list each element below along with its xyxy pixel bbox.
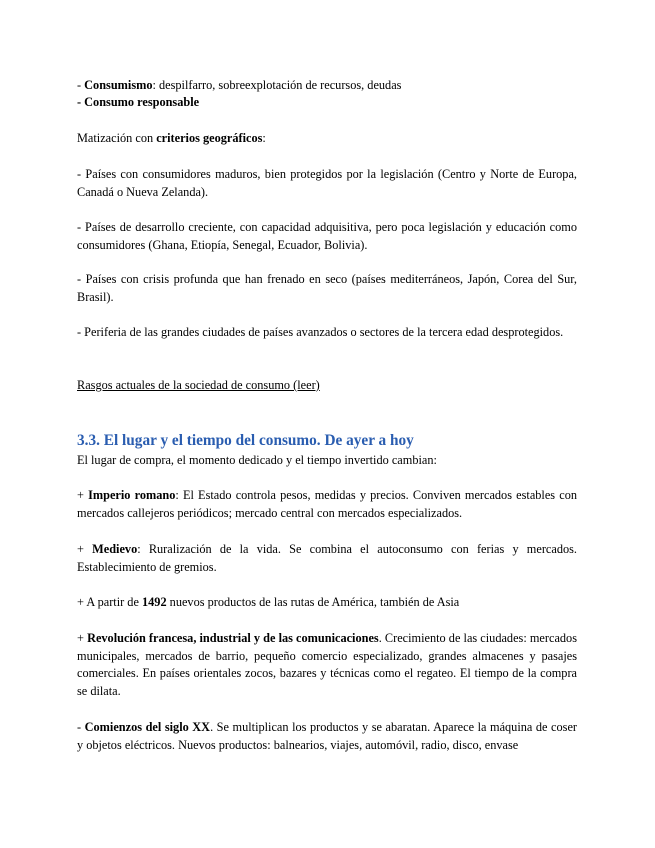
paises-item-1: - Países con consumidores maduros, bien protegidos por la legislación (Centro y Norte de Europa, Canadá o Nueva Zelanda). xyxy=(77,167,577,199)
epoch-prefix: + xyxy=(77,631,88,645)
consumismo-term: Consumismo xyxy=(84,78,153,92)
epoch-text: . Se multiplican los productos y se abaratan. Aparece la máquina de coser y objetos eléctricos. Nuevos productos: balnearios, viajes, automóvil, radio, disco, envase xyxy=(77,720,577,752)
epoch-title: 1492 xyxy=(142,595,167,609)
epoch-imperio-romano xyxy=(77,487,577,522)
section-intro: El lugar de compra, el momento dedicado y el tiempo invertido cambian: xyxy=(77,453,437,467)
epoch-prefix: + xyxy=(77,488,89,502)
matizacion-suffix: : xyxy=(262,131,266,145)
consumismo-text: : despilfarro, sobreexplotación de recursos, deudas xyxy=(152,78,402,92)
epoch-title: Revolución francesa, industrial y de las comunicaciones xyxy=(87,631,379,645)
epoch-title: Medievo xyxy=(92,542,138,556)
section-heading: 3.3. El lugar y el tiempo del consumo. De ayer a hoy xyxy=(77,432,414,449)
epoch-text: : El Estado controla pesos, medidas y precios. Conviven mercados estables con mercados callejeros periódicos; mercado central con mercados especializados. xyxy=(77,488,578,520)
matizacion-bold: criterios geográficos xyxy=(156,131,263,145)
epoch-revolucion xyxy=(77,630,577,700)
epoch-text: . Crecimiento de las ciudades: mercados municipales, mercados de barrio, pequeño comercio especializado, grandes almacenes y pasajes comerciales. En países orientales zocos, bazares y técnicas como el regateo. El tiempo de la compra se dilata. xyxy=(77,631,577,698)
line-consumo-responsable xyxy=(77,94,577,112)
matizacion-prefix: Matización con xyxy=(77,131,157,145)
rasgos-link-line xyxy=(77,377,577,395)
paises-item-3: - Países con crisis profunda que han frenado en seco (países mediterráneos, Japón, Corea del Sur, Brasil). xyxy=(77,272,577,304)
epoch-prefix: + A partir de xyxy=(77,595,142,609)
line-consumismo: - Consumismo: despilfarro, sobreexplotación de recursos, deudas xyxy=(77,78,402,92)
epoch-1492 xyxy=(77,594,577,612)
rasgos-link[interactable]: Rasgos actuales de la sociedad de consumo (leer) xyxy=(77,378,320,392)
epoch-prefix: - xyxy=(77,720,85,734)
epoch-text: nuevos productos de las rutas de América, también de Asia xyxy=(166,595,460,609)
consumo-responsable-term: - Consumo responsable xyxy=(77,95,200,109)
paises-item-4: - Periferia de las grandes ciudades de países avanzados o sectores de la tercera edad desprotegidos. xyxy=(77,325,564,339)
epoch-siglo-xx xyxy=(77,719,577,754)
paises-item-2: - Países de desarrollo creciente, con capacidad adquisitiva, pero poca legislación y educación como consumidores (Ghana, Etiopía, Senegal, Ecuador, Bolivia). xyxy=(77,220,577,252)
epoch-prefix: + xyxy=(77,542,93,556)
epoch-title: Imperio romano xyxy=(88,488,176,502)
epoch-title: Comienzos del siglo XX xyxy=(84,720,211,734)
epoch-medievo xyxy=(77,541,577,576)
matizacion-line xyxy=(77,130,577,148)
epoch-text: : Ruralización de la vida. Se combina el autoconsumo con ferias y mercados. Establecimiento de gremios. xyxy=(77,542,577,574)
